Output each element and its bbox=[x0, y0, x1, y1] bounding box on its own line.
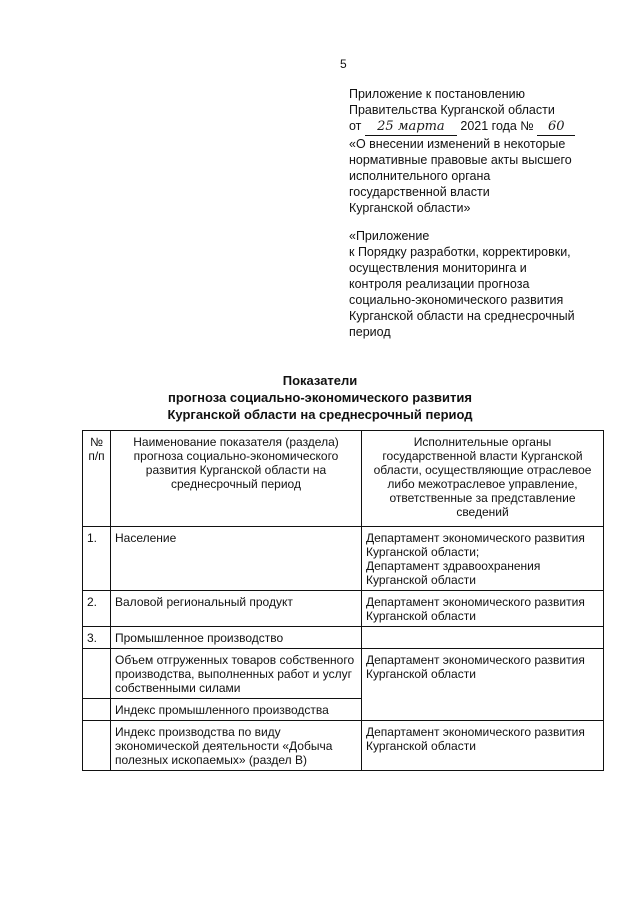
appendix-line: исполнительного органа bbox=[349, 169, 491, 183]
header-org: Исполнительные органы государственной власти Курганской области, осуществляющие отраслевое либо межотраслевое управление, ответственные за представление сведений bbox=[362, 431, 604, 527]
appendix-line: Курганской области» bbox=[349, 201, 471, 215]
cell-org bbox=[362, 721, 604, 771]
header-name: Наименование показателя (раздела) прогноза социально-экономического развития Курганской области на среднесрочный период bbox=[111, 431, 362, 527]
title-line: Курганской области на среднесрочный период bbox=[167, 407, 473, 422]
cell-org bbox=[362, 649, 604, 721]
handwritten-number: 60 bbox=[537, 119, 575, 136]
indicators-table bbox=[82, 430, 604, 771]
cell-name: Индекс производства по виду экономической деятельности «Добыча полезных ископаемых» (раздел B) bbox=[111, 721, 362, 771]
appendix2-line: контроля реализации прогноза bbox=[349, 277, 530, 291]
title-line: Показатели bbox=[282, 373, 358, 388]
header-num: № п/п bbox=[83, 431, 111, 527]
title-line: прогноза социально-экономического развития bbox=[168, 390, 472, 405]
cell-name: Индекс промышленного производства bbox=[111, 699, 362, 721]
cell-num bbox=[83, 649, 111, 699]
cell-name: Промышленное производство bbox=[111, 627, 362, 649]
cell-num bbox=[83, 721, 111, 771]
appendix2-line: Курганской области на среднесрочный bbox=[349, 309, 575, 323]
org-line: Департамент экономического развития Курганской области bbox=[366, 653, 585, 681]
document-title bbox=[0, 372, 640, 423]
appendix-line: нормативные правовые акты высшего bbox=[349, 153, 572, 167]
appendix-header bbox=[349, 86, 619, 216]
appendix-line: государственной власти bbox=[349, 185, 490, 199]
page-number: 5 bbox=[340, 57, 347, 71]
appendix2-line: период bbox=[349, 325, 391, 339]
cell-name: Население bbox=[111, 527, 362, 591]
cell-name: Валовой региональный продукт bbox=[111, 591, 362, 627]
cell-name: Объем отгруженных товаров собственного производства, выполненных работ и услуг собственными силами bbox=[111, 649, 362, 699]
cell-org bbox=[362, 627, 604, 649]
org-line: Департамент экономического развития Курганской области; bbox=[366, 531, 585, 559]
appendix2-line: социально-экономического развития bbox=[349, 293, 564, 307]
appendix2-line: «Приложение bbox=[349, 229, 430, 243]
cell-num: 3. bbox=[83, 627, 111, 649]
year-text: 2021 года № bbox=[460, 119, 534, 133]
table-row bbox=[83, 649, 604, 699]
appendix2-line: осуществления мониторинга и bbox=[349, 261, 527, 275]
appendix-line: Приложение к постановлению bbox=[349, 87, 525, 101]
date-prefix: от bbox=[349, 119, 362, 133]
table-row bbox=[83, 627, 604, 649]
org-line: Департамент здравоохранения Курганской области bbox=[366, 559, 541, 587]
table-row bbox=[83, 527, 604, 591]
cell-num: 1. bbox=[83, 527, 111, 591]
cell-num bbox=[83, 699, 111, 721]
cell-org bbox=[362, 527, 604, 591]
table-header-row bbox=[83, 431, 604, 527]
appendix-subheader bbox=[349, 228, 619, 340]
table-row bbox=[83, 591, 604, 627]
appendix2-line: к Порядку разработки, корректировки, bbox=[349, 245, 571, 259]
appendix-date-line bbox=[349, 118, 619, 136]
appendix-line: Правительства Курганской области bbox=[349, 103, 555, 117]
org-line: Департамент экономического развития Курганской области bbox=[366, 595, 585, 623]
table-row bbox=[83, 721, 604, 771]
handwritten-date: 25 марта bbox=[365, 119, 457, 136]
org-line: Департамент экономического развития Курганской области bbox=[366, 725, 585, 753]
cell-org bbox=[362, 591, 604, 627]
cell-num: 2. bbox=[83, 591, 111, 627]
appendix-line: «О внесении изменений в некоторые bbox=[349, 137, 566, 151]
